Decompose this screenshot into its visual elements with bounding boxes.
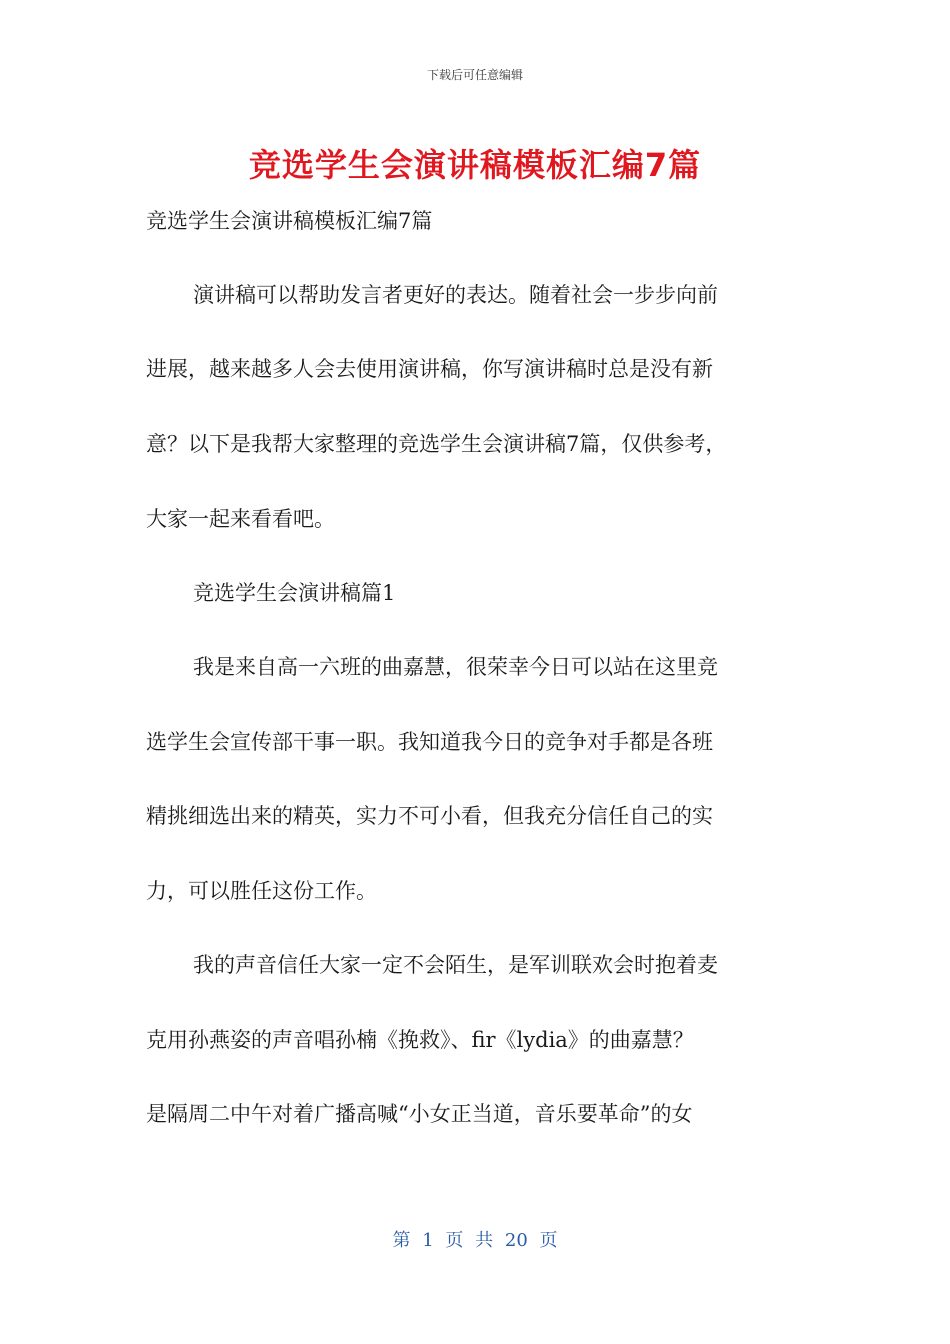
- paragraph-line: 选学生会宣传部干事一职。我知道我今日的竞争对手都是各班: [146, 730, 713, 754]
- header-note: 下载后可任意编辑: [426, 68, 523, 82]
- page-footer: [0, 1226, 950, 1252]
- paragraph-line: 是隔周二中午对着广播高喊“小女正当道，音乐要革命”的女: [146, 1102, 693, 1126]
- paragraph-line: 演讲稿可以帮助发言者更好的表达。随着社会一步步向前: [193, 283, 718, 307]
- paragraph-line: 我的声音信任大家一定不会陌生，是军训联欢会时抱着麦: [193, 953, 718, 977]
- footer-page-number: 1: [422, 1230, 434, 1251]
- paragraph-line: 进展，越来越多人会去使用演讲稿，你写演讲稿时总是没有新: [146, 357, 713, 381]
- paragraph-line: 大家一起来看看吧。: [146, 507, 335, 531]
- paragraph-line: 我是来自高一六班的曲嘉慧，很荣幸今日可以站在这里竞: [193, 655, 718, 679]
- paragraph-line: 力，可以胜任这份工作。: [146, 879, 377, 903]
- footer-total-pages: 20: [504, 1230, 528, 1251]
- paragraph-line: 意？以下是我帮大家整理的竞选学生会演讲稿7篇，仅供参考，: [146, 432, 727, 456]
- document-title: 竞选学生会演讲稿模板汇编7篇: [248, 146, 702, 184]
- footer-middle: 页 共: [445, 1230, 494, 1251]
- footer-prefix: 第: [392, 1230, 411, 1251]
- paragraph-line: 精挑细选出来的精英，实力不可小看，但我充分信任自己的实: [146, 804, 713, 828]
- paragraph-line: 克用孙燕姿的声音唱孙楠《挽救》、fir《lydia》的曲嘉慧？: [146, 1028, 694, 1052]
- subtitle-line: 竞选学生会演讲稿模板汇编7篇: [146, 209, 433, 233]
- footer-suffix: 页: [539, 1230, 558, 1251]
- section-heading: 竞选学生会演讲稿篇1: [193, 581, 396, 605]
